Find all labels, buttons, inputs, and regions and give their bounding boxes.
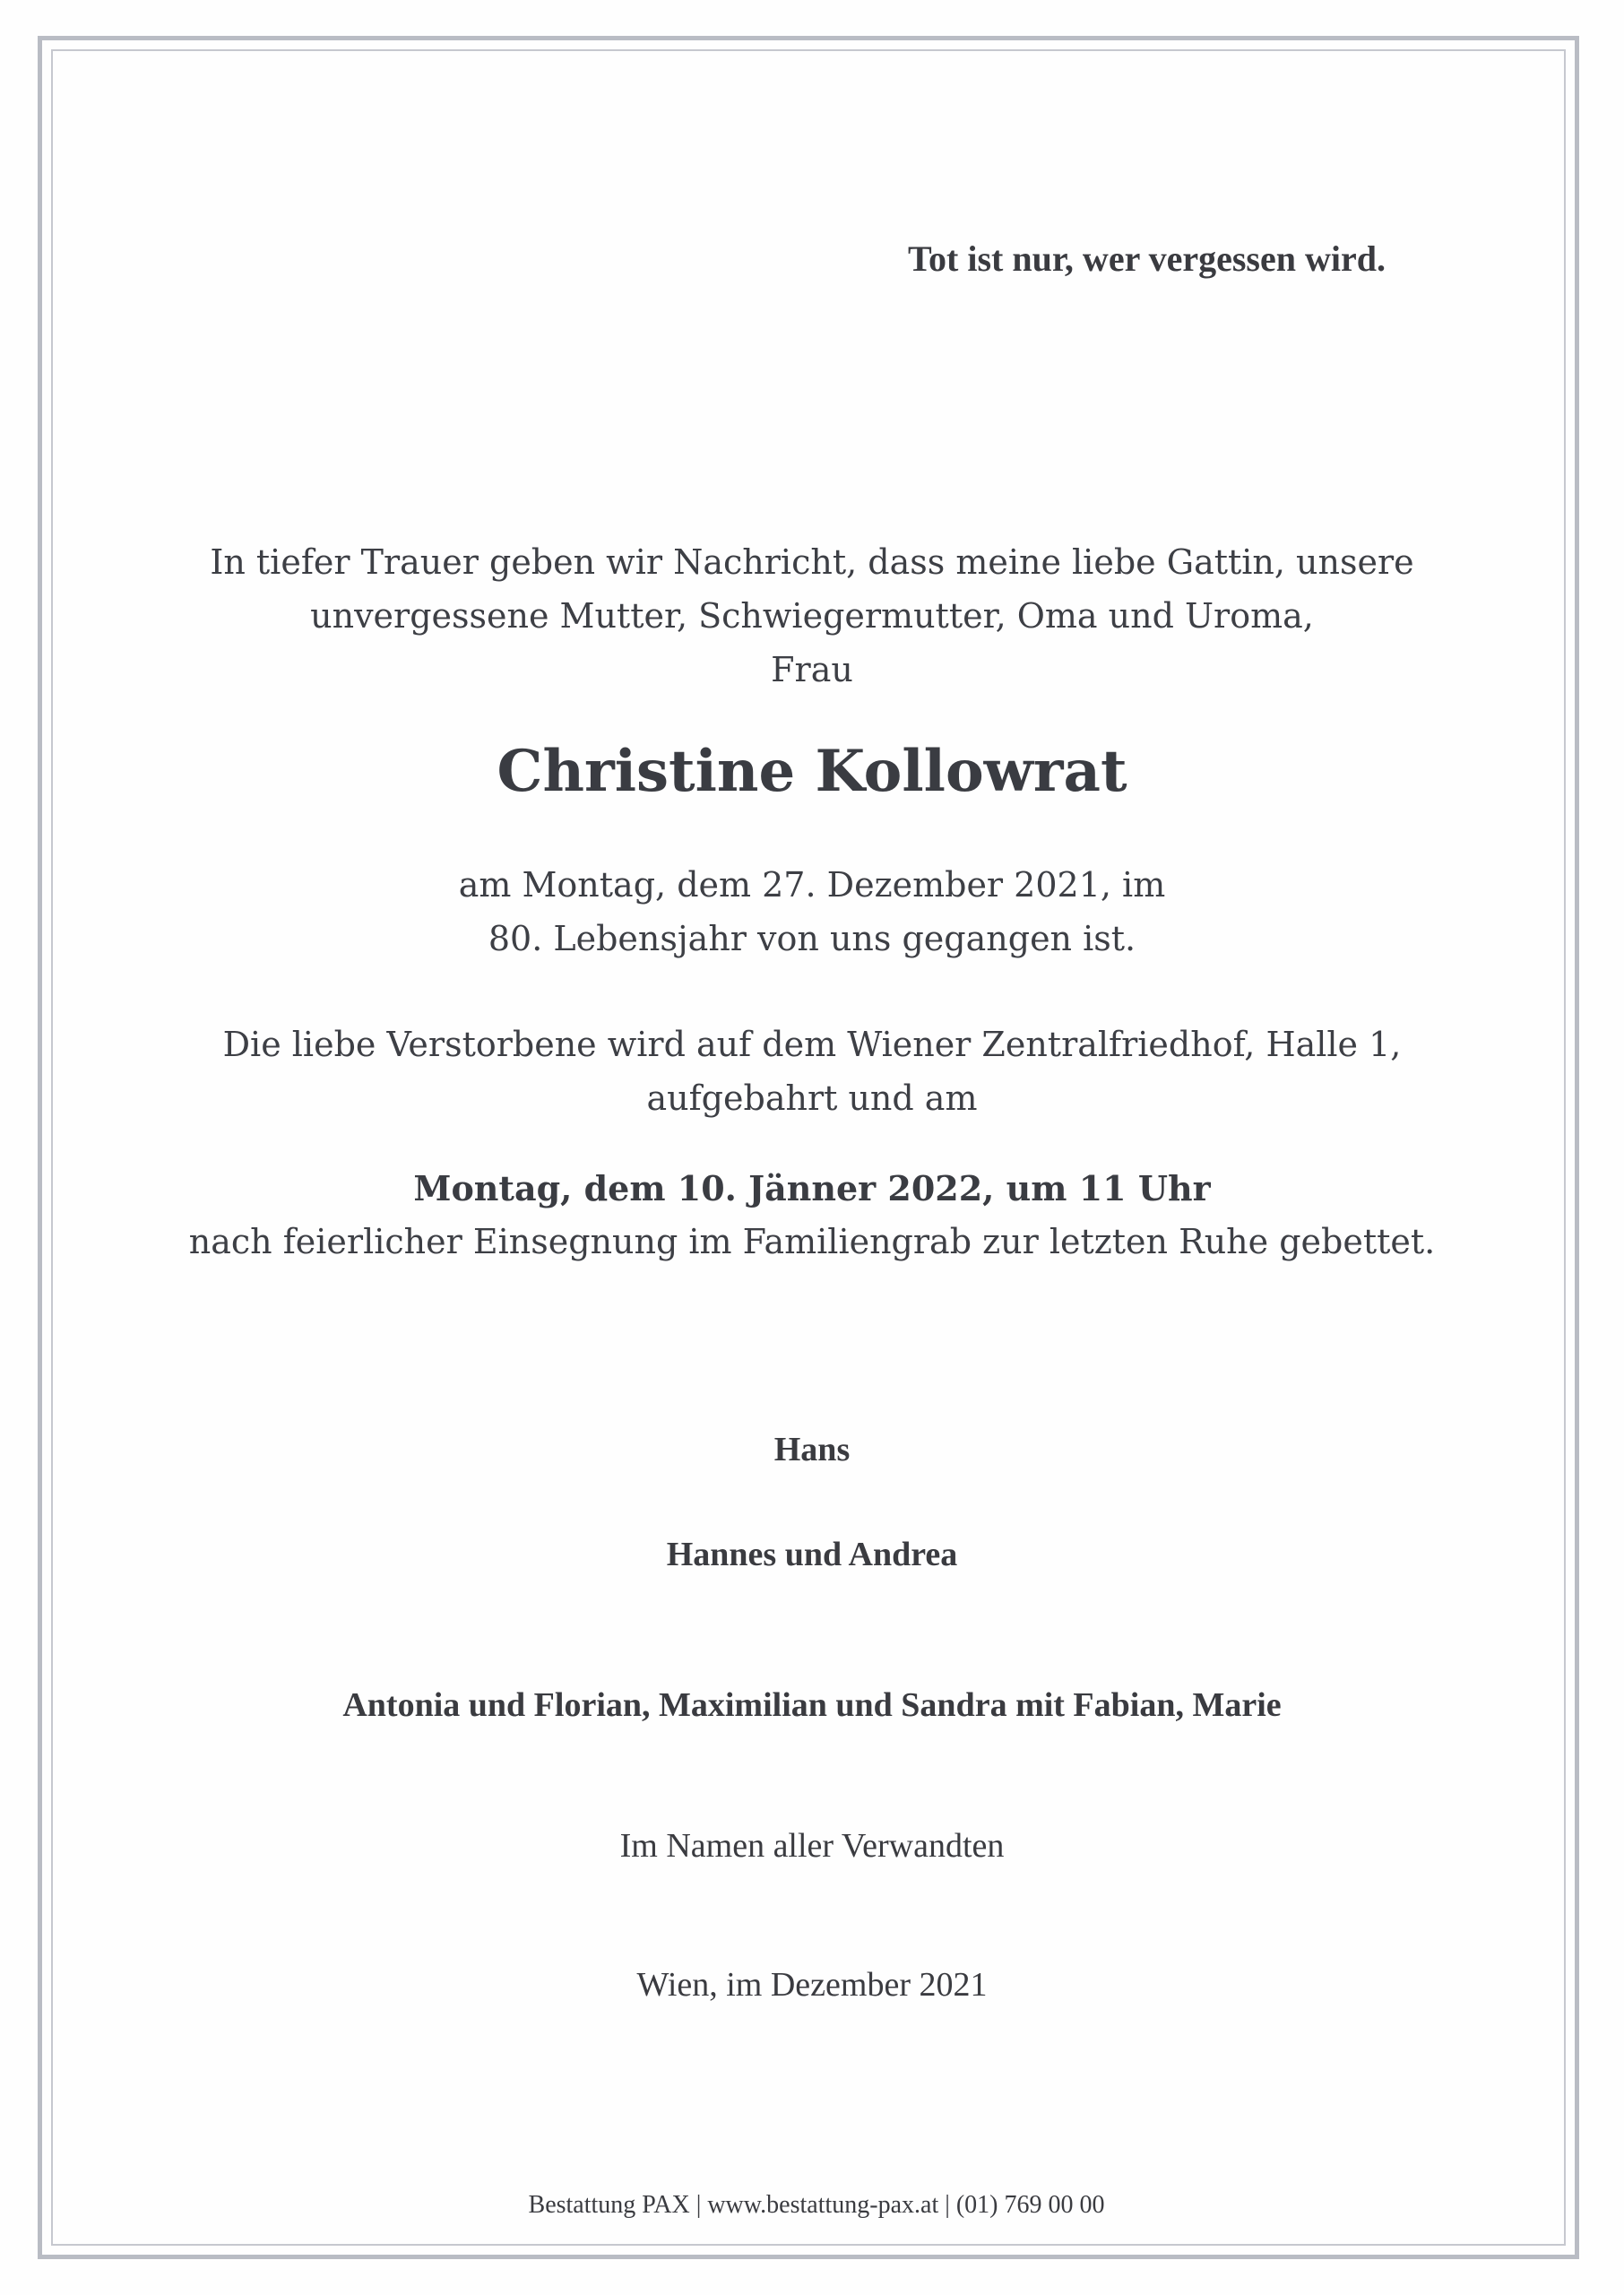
mourner-3: Antonia und Florian, Maximilian und Sandra mit Fabian, Marie: [342, 1686, 1282, 1724]
mourner-1: Hans: [773, 1431, 851, 1468]
place-date: Wien, im Dezember 2021: [636, 1966, 988, 2004]
death-info-line-1: am Montag, dem 27. Dezember 2021, im: [458, 865, 1166, 905]
mourner-2: Hannes und Andrea: [666, 1536, 958, 1573]
funeral-line-4: nach feierlicher Einsegnung im Familiengrab zur letzten Ruhe gebettet.: [188, 1222, 1436, 1261]
announcement-line-2: unvergessene Mutter, Schwiegermutter, Oma und Uroma,: [310, 596, 1314, 636]
inner-border-frame: [51, 49, 1566, 2246]
funeral-date-line: Montag, dem 10. Jänner 2022, um 11 Uhr: [413, 1168, 1211, 1208]
footer-contact: Bestattung PAX | www.bestattung-pax.at | (01) 769 00 00: [528, 2191, 1105, 2219]
announcement-line-3: Frau: [771, 650, 853, 689]
funeral-line-2: aufgebahrt und am: [646, 1078, 978, 1118]
deceased-name: Christine Kollowrat: [497, 738, 1127, 805]
funeral-line-1: Die liebe Verstorbene wird auf dem Wiener Zentralfriedhof, Halle 1,: [222, 1025, 1402, 1064]
motto-quote: Tot ist nur, wer vergessen wird.: [908, 238, 1386, 279]
death-info-line-2: 80. Lebensjahr von uns gegangen ist.: [488, 919, 1136, 958]
announcement-line-1: In tiefer Trauer geben wir Nachricht, dass meine liebe Gattin, unsere: [210, 542, 1414, 582]
relatives-note: Im Namen aller Verwandten: [619, 1827, 1005, 1865]
